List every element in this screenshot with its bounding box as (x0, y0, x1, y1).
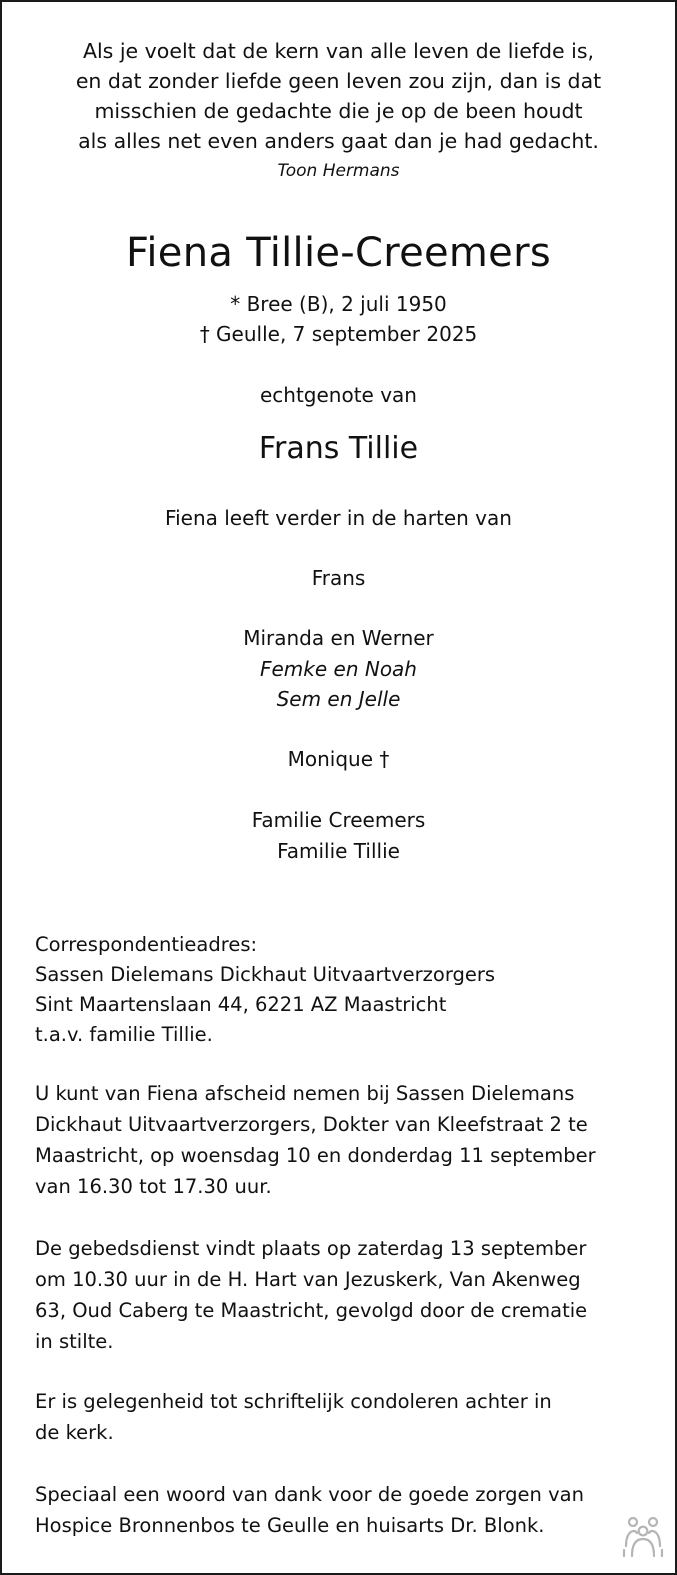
farewell-line: Maastricht, op woensdag 10 en donderdag 11 september (35, 1144, 596, 1167)
family-member: Frans (311, 566, 366, 590)
condolence-line: de kerk. (35, 1421, 114, 1444)
quote-line: misschien de gedachte die je op de been houdt (94, 99, 583, 123)
grandchildren: Femke en Noah (259, 657, 417, 681)
quote-line: als alles net even anders gaat dan je had gedacht. (78, 129, 599, 153)
deceased-name: Fiena Tillie-Creemers (126, 230, 551, 276)
condolence-line: Er is gelegenheid tot schriftelijk condoleren achter in (35, 1390, 552, 1413)
quote-author: Toon Hermans (277, 161, 400, 181)
service-line: om 10.30 uur in de H. Hart van Jezuskerk, Van Akenweg (35, 1268, 581, 1291)
correspondence-line: Sassen Dielemans Dickhaut Uitvaartverzorgers (35, 963, 496, 986)
farewell-line: U kunt van Fiena afscheid nemen bij Sassen Dielemans (35, 1082, 575, 1105)
farewell-line: van 16.30 tot 17.30 uur. (35, 1175, 272, 1198)
service-line: De gebedsdienst vindt plaats op zaterdag 13 september (35, 1237, 587, 1260)
family-member: Familie Tillie (277, 839, 400, 863)
family-member: Miranda en Werner (243, 626, 434, 650)
thanks-line: Hospice Bronnenbos te Geulle en huisarts Dr. Blonk. (35, 1514, 545, 1537)
death-info: † Geulle, 7 september 2025 (199, 322, 478, 346)
correspondence-line: Sint Maartenslaan 44, 6221 AZ Maastricht (35, 993, 447, 1016)
family-intro: Fiena leeft verder in de harten van (165, 506, 512, 530)
family-member: Familie Creemers (251, 808, 426, 832)
grandchildren: Sem en Jelle (276, 687, 401, 711)
service-line: in stilte. (35, 1330, 114, 1353)
thanks-line: Speciaal een woord van dank voor de goede zorgen van (35, 1483, 584, 1506)
correspondence-line: Correspondentieadres: (35, 933, 258, 956)
service-line: 63, Oud Caberg te Maastricht, gevolgd door de crematie (35, 1299, 588, 1322)
farewell-line: Dickhaut Uitvaartverzorgers, Dokter van Kleefstraat 2 te (35, 1113, 588, 1136)
family-member: Monique † (287, 747, 390, 771)
birth-info: * Bree (B), 2 juli 1950 (230, 292, 447, 316)
correspondence-line: t.a.v. familie Tillie. (35, 1023, 213, 1046)
people-group-icon (620, 1514, 666, 1558)
spouse-name: Frans Tillie (258, 431, 419, 466)
spouse-intro: echtgenote van (259, 383, 417, 407)
quote-line: en dat zonder liefde geen leven zou zijn, dan is dat (75, 69, 602, 93)
quote-line: Als je voelt dat de kern van alle leven de liefde is, (82, 39, 595, 63)
